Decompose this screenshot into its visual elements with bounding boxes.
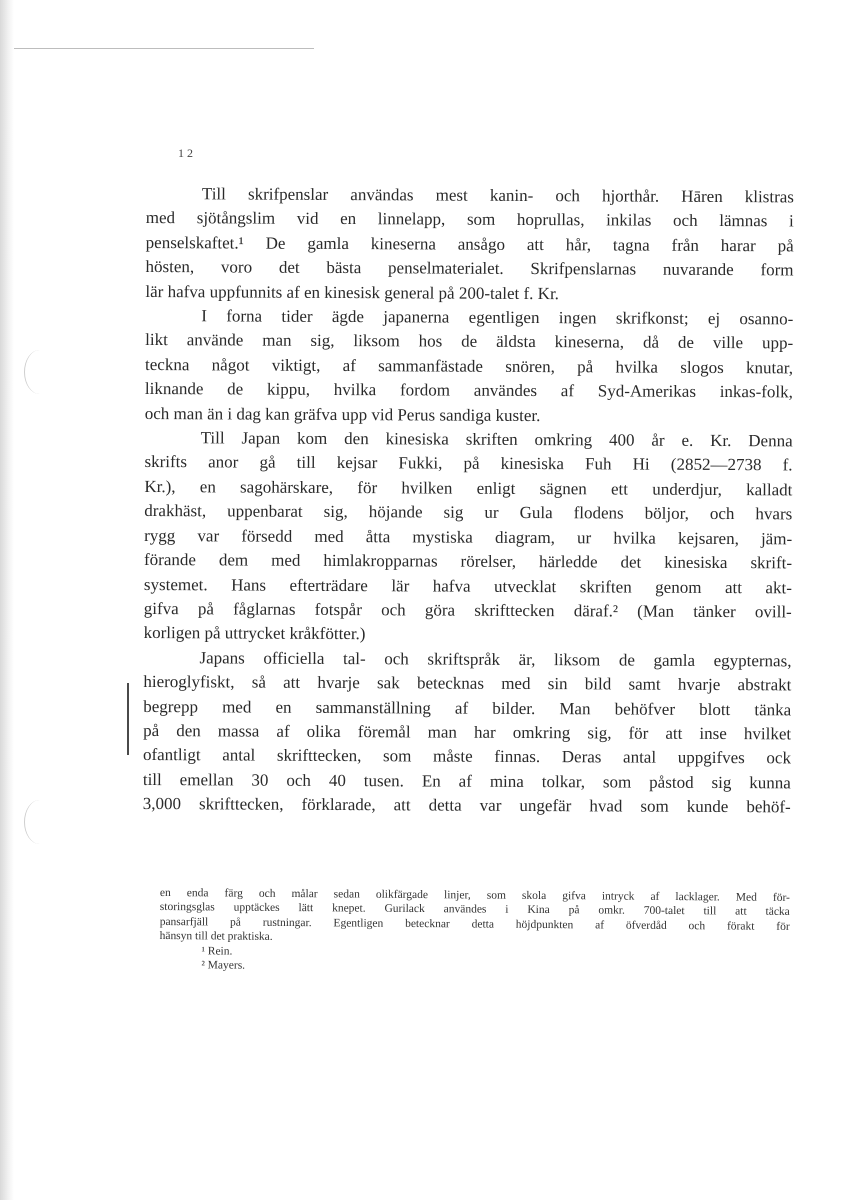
footnote-line: en enda färg och målar sedan olikfärgade linjer, som skola gifva intryck af lacklager. Med för- xyxy=(159,886,790,904)
footnote-line: storingsglas upptäckes lätt knepet. Gurilack användes i Kina på omkr. 700-talet till att täcka xyxy=(159,901,790,919)
text-line: Till skrifpenslar användas mest kanin- och hjorthår. Hāren klistras xyxy=(201,184,794,207)
scan-left-edge xyxy=(0,0,14,1200)
paragraph xyxy=(143,646,792,820)
text-line: hösten, voro det bästa penselmaterialet. Skrifpenslarnas nuvarande form xyxy=(145,257,794,280)
scan-top-line xyxy=(14,48,314,49)
text-line: liknande de kippu, hvilka fordom användes af Syd-Amerikas inkas-folk, xyxy=(144,379,793,402)
text-line: gifva på fåglarnas fotspår och göra skrifttecken däraf.² (Man tänker ovill- xyxy=(143,598,792,622)
text-line: på den massa af olika föremål man har omkring sig, för att inse hvilket xyxy=(143,720,792,744)
punch-hole-mark xyxy=(24,350,55,394)
text-line: drakhäst, uppenbarat sig, höjande sig ur Gula flodens böljor, och hvars xyxy=(144,501,793,524)
text-line: med sjötångslim vid en linnelapp, som hoprullas, inkilas och lämnas i xyxy=(145,208,794,231)
text-line: korligen på uttrycket kråkfötter.) xyxy=(143,623,366,644)
text-line: hieroglyfiskt, så att hvarje sak betecknas med sin bild samt hvarje abstrakt xyxy=(143,672,792,695)
footnote-line: pansarfjäll på rustningar. Egentligen betecknar detta höjdpunkten af öfverdåd och förakt för xyxy=(159,915,790,933)
text-line: skrifts anor gå till kejsar Fukki, på kinesiska Fuh Hi (2852—2738 f. xyxy=(144,452,793,475)
text-line: 3,000 skrifttecken, förklarade, att detta var ungefär hvad som kunde behöf- xyxy=(142,794,791,817)
text-line: Till Japan kom den kinesiska skriften omkring 400 år e. Kr. Denna xyxy=(200,428,793,451)
text-line: lär hafva uppfunnits af en kinesisk general på 200-talet f. Kr. xyxy=(145,281,560,303)
margin-mark xyxy=(127,683,129,755)
text-line: förande dem med himlakropparnas rörelser, härledde det kinesiska skrift- xyxy=(143,550,793,573)
footnote-reference: ² Mayers. xyxy=(201,959,246,972)
text-line: likt använde man sig, liksom hos de äldsta kineserna, då de ville upp- xyxy=(145,330,794,353)
text-line: begrepp med en sammanställning af bilder. Man behöfver blott tänka xyxy=(143,696,792,719)
paragraph xyxy=(145,304,794,429)
text-line: ofantligt antal skrifttecken, som måste finnas. Deras antal uppgifves ock xyxy=(142,745,792,768)
footnotes xyxy=(159,886,790,977)
text-line: och man än i dag kan gräfva upp vid Perus sandiga kuster. xyxy=(144,403,541,425)
text-line: teckna något viktigt, af sammanfästade snören, på hvilka slogos knutar, xyxy=(144,354,794,378)
text-line: rygg var försedd med åtta mystiska diagram, ur hvilka kejsaren, jäm- xyxy=(144,525,793,549)
footnote-reference: ¹ Rein. xyxy=(201,944,233,958)
text-line: Kr.), en sagohärskare, för hvilken enligt sägnen ett underdjur, kalladt xyxy=(144,476,793,500)
paragraph xyxy=(145,182,794,307)
body-text xyxy=(143,182,794,820)
text-line: Japans officiella tal- och skriftspråk är, liksom de gamla egypternas, xyxy=(199,648,792,671)
footnote-line: hänsyn till det praktiska. xyxy=(159,930,273,944)
paragraph xyxy=(144,426,793,649)
text-line: penselskaftet.¹ De gamla kineserna ansågo att hår, tagna från harar på xyxy=(145,232,794,256)
page-number: 12 xyxy=(178,146,196,160)
punch-hole-mark xyxy=(24,800,55,844)
text-line: systemet. Hans efterträdare lär hafva utvecklat skriften genom att akt- xyxy=(143,574,792,597)
text-line: I forna tider ägde japanerna egentligen ingen skrifkonst; ej osanno- xyxy=(201,306,794,329)
text-line: till emellan 30 och 40 tusen. En af mina tolkar, som påstod sig kunna xyxy=(142,769,791,793)
